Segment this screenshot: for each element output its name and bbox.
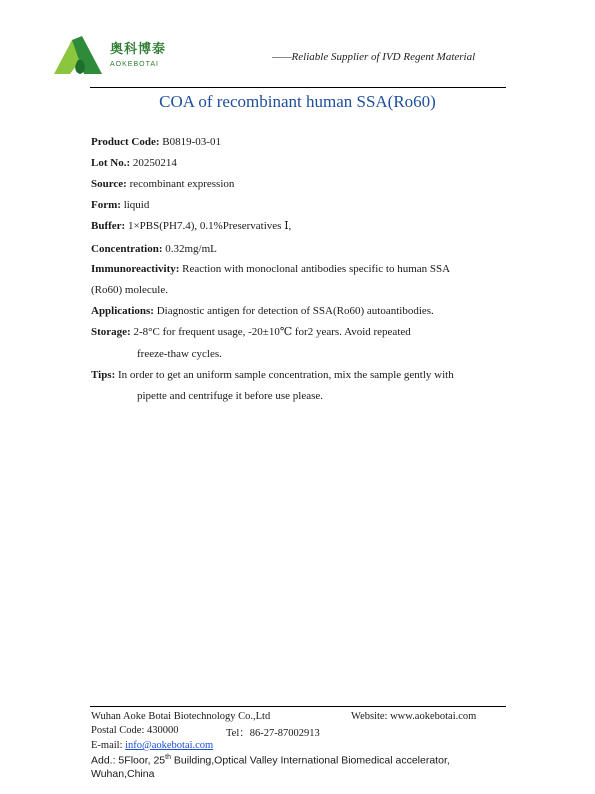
- tips-label: Tips:: [91, 369, 116, 381]
- applications-row: [91, 305, 434, 318]
- concentration-label: Concentration:: [91, 243, 163, 255]
- lot-no-row: [91, 157, 177, 170]
- footer-website: Website: www.aokebotai.com: [351, 711, 477, 722]
- source-label: Source:: [91, 178, 127, 190]
- tips-value: In order to get an uniform sample concentration, mix the sample gently with: [115, 369, 454, 381]
- tips-value-cont: pipette and centrifuge it before use please.: [137, 390, 324, 402]
- source-value: recombinant expression: [126, 178, 235, 190]
- footer-address-superscript: th: [165, 754, 171, 761]
- storage-row: [91, 326, 411, 339]
- storage-label: Storage:: [91, 326, 131, 338]
- footer-divider: [90, 706, 506, 707]
- immunoreactivity-value-cont: (Ro60) molecule.: [91, 284, 168, 296]
- footer-telephone: Tel：86-27-87002913: [226, 728, 320, 739]
- lot-no-label: Lot No.:: [91, 157, 131, 169]
- lot-no-value: 20250214: [130, 157, 177, 169]
- product-code-label: Product Code:: [91, 136, 160, 148]
- form-row: [91, 199, 149, 212]
- buffer-row: [91, 220, 291, 233]
- footer-email-row: [91, 740, 213, 751]
- immunoreactivity-label: Immunoreactivity:: [91, 263, 180, 275]
- footer-address-part-2: Building,Optical Valley International Biomedical accelerator,: [170, 754, 450, 767]
- logo-chinese-name: 奥科博泰: [110, 42, 167, 57]
- applications-value: Diagnostic antigen for detection of SSA(Ro60) autoantibodies.: [153, 305, 434, 317]
- footer-company: Wuhan Aoke Botai Biotechnology Co.,Ltd: [91, 711, 271, 722]
- footer-postal-code: Postal Code: 430000: [91, 725, 179, 736]
- header-divider: [90, 87, 506, 88]
- buffer-value: 1×PBS(PH7.4), 0.1%Preservatives Ⅰ,: [125, 220, 292, 232]
- footer-email-label: E-mail:: [91, 740, 126, 751]
- footer-address-line-1: [91, 754, 450, 767]
- source-row: [91, 178, 234, 191]
- concentration-value: 0.32mg/mL: [162, 243, 217, 255]
- immunoreactivity-row: [91, 263, 450, 276]
- footer-address-part-1: Add.: 5Floor, 25: [91, 754, 166, 767]
- product-code-row: [91, 136, 221, 149]
- tagline: ——Reliable Supplier of IVD Regent Material: [272, 51, 476, 63]
- tips-row: [91, 369, 454, 382]
- buffer-label: Buffer:: [91, 220, 126, 232]
- storage-value: 2-8°C for frequent usage, -20±10℃ for2 years. Avoid repeated: [130, 326, 411, 338]
- form-label: Form:: [91, 199, 121, 211]
- document-title: COA of recombinant human SSA(Ro60): [159, 92, 436, 111]
- concentration-row: [91, 243, 217, 256]
- footer-address-line-2: Wuhan,China: [91, 768, 155, 780]
- logo-english-name: AOKEBOTAI: [110, 61, 159, 68]
- immunoreactivity-value: Reaction with monoclonal antibodies specific to human SSA: [179, 263, 451, 275]
- product-code-value: B0819-03-01: [159, 136, 221, 148]
- form-value: liquid: [120, 199, 150, 211]
- footer-email-link[interactable]: info@aokebotai.com: [125, 740, 214, 751]
- storage-value-cont: freeze-thaw cycles.: [137, 348, 222, 360]
- applications-label: Applications:: [91, 305, 154, 317]
